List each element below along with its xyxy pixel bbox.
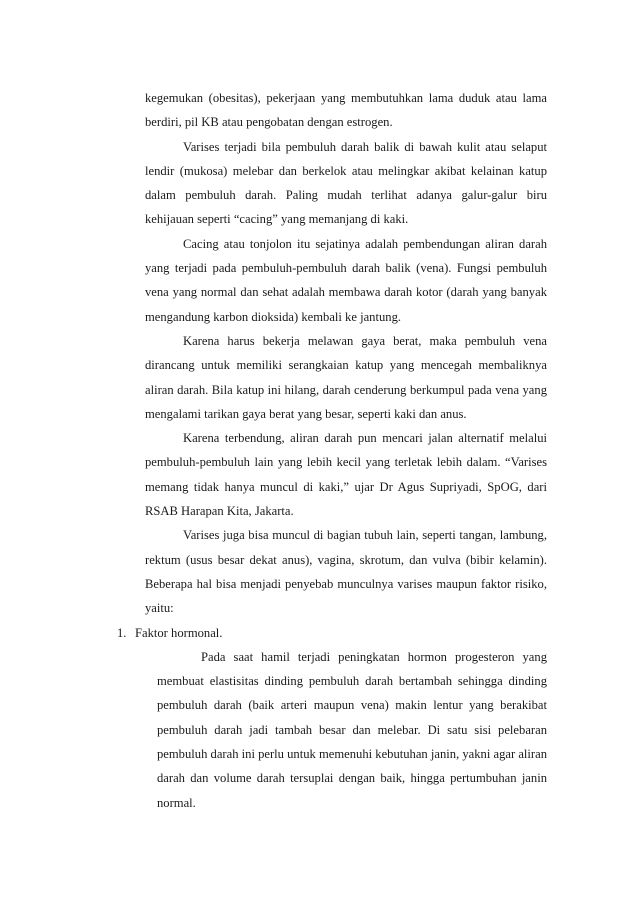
list-item-number: 1. [117,625,127,640]
paragraph-terbendung: Karena terbendung, aliran darah pun mencari jalan alternatif melalui pembuluh-pembuluh lain yang lebih kecil yang terletak lebih dalam. “Varises memang tidak hanya muncul di kaki,” ujar Dr Agus Supriyadi, SpOG, dari RSAB Harapan Kita, Jakarta. [145,431,547,519]
paragraph-gaya-berat: Karena harus bekerja melawan gaya berat, maka pembuluh vena dirancang untuk memiliki serangkaian katup yang mencegah membaliknya aliran darah. Bila katup ini hilang, darah cenderung berkumpul pada vena yang mengalami tarikan gaya berat yang besar, seperti kaki dan anus. [145,333,547,421]
list-item [117,621,547,815]
paragraph-continuation: kegemukan (obesitas), pekerjaan yang membutuhkan lama duduk atau lama berdiri, pil KB atau pengobatan dengan estrogen. [145,91,547,130]
document-page [117,86,547,815]
list-item-text: Pada saat hamil terjadi peningkatan hormon progesteron yang membuat elastisitas dinding pembuluh darah bertambah sehingga dinding pembuluh darah (baik arteri maupun vena) makin lentur yang berakibat pembuluh darah jadi tambah besar dan melebar. Di satu sisi pelebaran pembuluh darah ini perlu untuk memenuhi kebutuhan janin, yakni agar aliran darah dan volume darah tersuplai dengan baik, hingga pertumbuhan janin normal. [157,649,547,810]
paragraph-bagian-tubuh: Varises juga bisa muncul di bagian tubuh lain, seperti tangan, lambung, rektum (usus besar dekat anus), vagina, skrotum, dan vulva (bibir kelamin). Beberapa hal bisa menjadi penyebab munculnya varises maupun faktor risiko, yaitu: [145,528,547,616]
list-item-title: Faktor hormonal. [135,625,223,640]
paragraph-cacing: Cacing atau tonjolon itu sejatinya adalah pembendungan aliran darah yang terjadi pada pembuluh-pembuluh darah balik (vena). Fungsi pembuluh vena yang normal dan sehat adalah membawa darah kotor (darah yang banyak mengandung karbon dioksida) kembali ke jantung. [145,236,547,324]
list-item-heading [117,621,547,645]
list-item-body [157,645,547,815]
paragraph-varises-definition: Varises terjadi bila pembuluh darah balik di bawah kulit atau selaput lendir (mukosa) melebar dan berkelok atau melingkar akibat kelainan katup dalam pembuluh darah. Paling mudah terlihat adanya galur-galur biru kehijauan seperti “cacing” yang memanjang di kaki. [145,139,547,227]
risk-factor-list [117,621,547,815]
